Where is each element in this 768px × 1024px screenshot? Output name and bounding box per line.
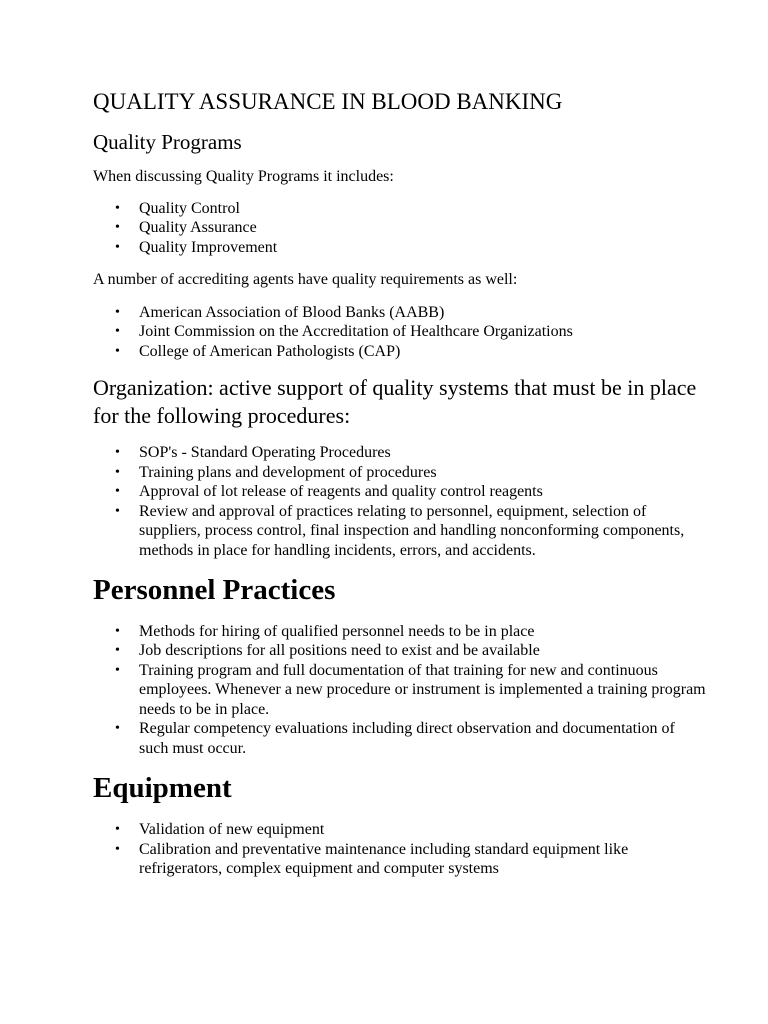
- bullet-icon: •: [115, 662, 120, 678]
- organization-list: [93, 443, 708, 560]
- list-item: • Validation of new equipment: [115, 821, 325, 839]
- bullet-icon: •: [115, 239, 120, 255]
- heading-equipment: Equipment: [93, 772, 232, 805]
- list-item: • Approval of lot release of reagents and quality control reagents: [115, 483, 543, 501]
- accrediting-agents-list: [93, 303, 708, 362]
- bullet-icon: •: [115, 643, 120, 659]
- list-item: • Review and approval of practices relating to personnel, equipment, selection of suppliers, process control, final inspection and handling nonconforming components, methods in place for handling incidents, errors, and accidents.: [115, 502, 685, 559]
- list-item: • American Association of Blood Banks (AABB): [115, 303, 445, 321]
- list-item: • Training program and full documentation of that training for new and continuous employees. Whenever a new procedure or instrument is implemented a training program needs to be in place.: [115, 661, 706, 718]
- bullet-icon: •: [115, 822, 120, 838]
- bullet-icon: •: [115, 304, 120, 320]
- bullet-icon: •: [115, 324, 120, 340]
- list-item: • Quality Assurance: [115, 219, 257, 237]
- bullet-icon: •: [115, 623, 120, 639]
- list-item: • Methods for hiring of qualified personnel needs to be in place: [115, 622, 535, 640]
- list-item: • College of American Pathologists (CAP): [115, 342, 401, 360]
- list-item: • Job descriptions for all positions need to exist and be available: [115, 642, 540, 660]
- quality-programs-intro: When discussing Quality Programs it includes:: [93, 167, 394, 185]
- list-item: • SOP's - Standard Operating Procedures: [115, 444, 391, 462]
- list-item: • Quality Improvement: [115, 238, 278, 256]
- list-item: • Training plans and development of procedures: [115, 463, 437, 481]
- bullet-icon: •: [115, 220, 120, 236]
- bullet-icon: •: [115, 445, 120, 461]
- list-item: • Joint Commission on the Accreditation of Healthcare Organizations: [115, 323, 573, 341]
- list-item: • Calibration and preventative maintenance including standard equipment like refrigerators, complex equipment and computer systems: [115, 840, 629, 878]
- personnel-practices-list: [93, 622, 708, 759]
- bullet-icon: •: [115, 343, 120, 359]
- bullet-icon: •: [115, 200, 120, 216]
- equipment-list: [93, 820, 708, 879]
- document-title: QUALITY ASSURANCE IN BLOOD BANKING: [93, 89, 563, 114]
- accrediting-agents-intro: A number of accrediting agents have quality requirements as well:: [93, 271, 518, 289]
- quality-programs-list: [93, 199, 708, 258]
- heading-personnel-practices: Personnel Practices: [93, 574, 336, 607]
- bullet-icon: •: [115, 721, 120, 737]
- bullet-icon: •: [115, 464, 120, 480]
- bullet-icon: •: [115, 503, 120, 519]
- bullet-icon: •: [115, 484, 120, 500]
- list-item: • Quality Control: [115, 199, 240, 217]
- heading-organization: Organization: active support of quality systems that must be in place for the following procedures:: [93, 375, 697, 428]
- heading-quality-programs: Quality Programs: [93, 129, 242, 154]
- list-item: • Regular competency evaluations including direct observation and documentation of such must occur.: [115, 720, 675, 757]
- bullet-icon: •: [115, 841, 120, 857]
